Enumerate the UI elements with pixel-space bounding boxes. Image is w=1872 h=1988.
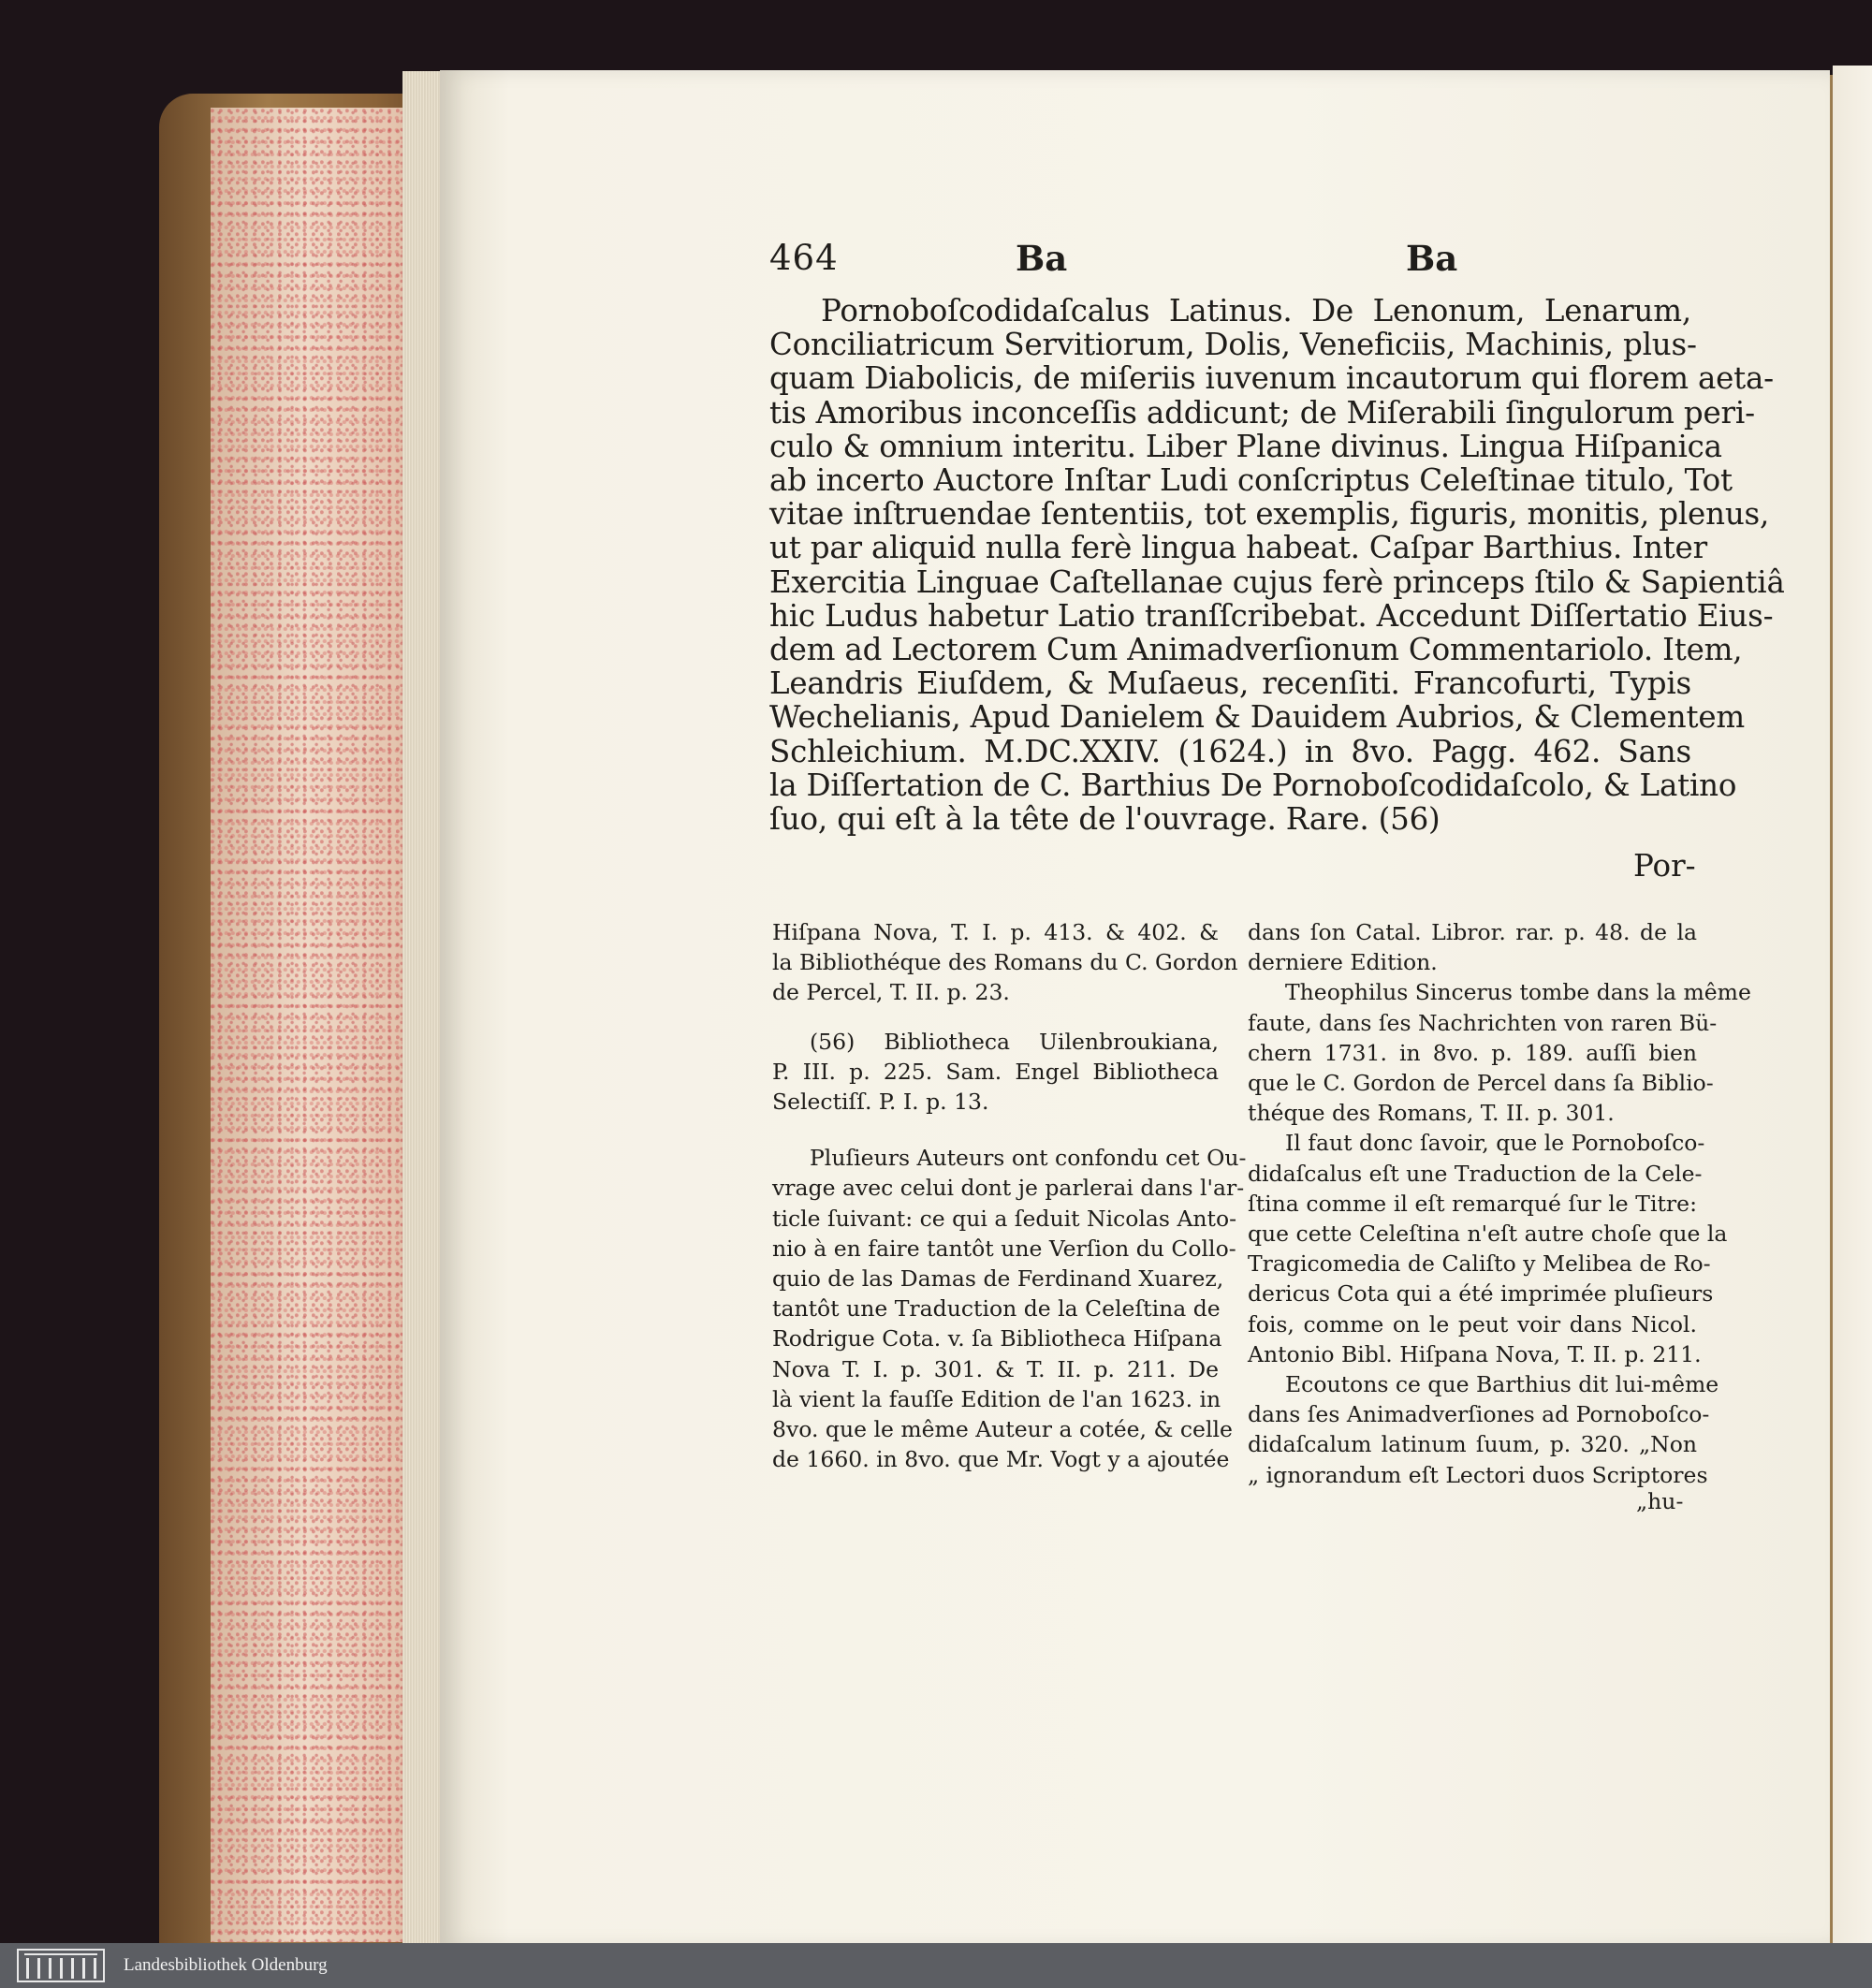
main-line: vitae inſtruendae ſententiis, tot exemplis, figuris, monitis, plenus, bbox=[769, 496, 1770, 533]
main-line: Wechelianis, Apud Danielem & Dauidem Aubrios, & Clementem bbox=[769, 699, 1745, 736]
footnote-line: dans ſon Catal. Libror. rar. p. 48. de la bbox=[1248, 919, 1697, 945]
main-line: dem ad Lectorem Cum Animadverſionum Commentariolo. Item, bbox=[769, 632, 1743, 668]
main-line: Conciliatricum Servitiorum, Dolis, Veneficiis, Machinis, plus- bbox=[769, 327, 1697, 363]
footnote-line: la Bibliothéque des Romans du C. Gordon bbox=[772, 949, 1238, 976]
footnote-line: didaſcalus eſt une Traduction de la Cele- bbox=[1248, 1160, 1703, 1187]
library-building-icon bbox=[17, 1949, 105, 1982]
main-line: culo & omnium interitu. Liber Plane divinus. Lingua Hiſpanica bbox=[769, 428, 1722, 464]
footnote-line: chern 1731. in 8vo. p. 189. auſſi bien bbox=[1248, 1039, 1697, 1066]
footnote-line: de 1660. in 8vo. que Mr. Vogt y a ajoutée bbox=[772, 1446, 1230, 1473]
running-header-left: Ba bbox=[1016, 238, 1068, 279]
footnote-line: Nova T. I. p. 301. & T. II. p. 211. De bbox=[772, 1355, 1219, 1382]
footnote-line: Hiſpana Nova, T. I. p. 413. & 402. & bbox=[772, 919, 1219, 945]
footer-bar bbox=[0, 1943, 1872, 1988]
main-line: ab incerto Auctore Inſtar Ludi conſcriptus Celeſtinae titulo, Tot bbox=[769, 462, 1733, 499]
footnote-line: de Percel, T. II. p. 23. bbox=[772, 979, 1010, 1006]
catchword-main: Por- bbox=[1633, 848, 1696, 884]
footnote-line: là vient la fauſſe Edition de l'an 1623. in bbox=[772, 1385, 1221, 1412]
footnote-line: nio à en faire tantôt une Verſion du Collo- bbox=[772, 1235, 1236, 1262]
main-line: Leandris Eiuſdem, & Muſaeus, recenſiti. Francofurti, Typis bbox=[769, 665, 1691, 702]
footnote-line: Theophilus Sincerus tombe dans la même bbox=[1285, 979, 1751, 1006]
main-line: hic Ludus habetur Latio tranſſcribebat. Accedunt Diſſertatio Eius- bbox=[769, 597, 1774, 634]
footnote-line: Rodrigue Cota. v. ſa Bibliotheca Hiſpana bbox=[772, 1325, 1222, 1352]
footnote-line: vrage avec celui dont je parlerai dans l'ar- bbox=[772, 1175, 1245, 1202]
footnote-line: fois, comme on le peut voir dans Nicol. bbox=[1248, 1310, 1697, 1338]
footnotes-right-column bbox=[1248, 917, 1751, 1490]
main-line: ſuo, qui eſt à la tête de l'ouvrage. Rare. (56) bbox=[769, 801, 1441, 838]
footnote-line: Ecoutons ce que Barthius dit lui-même bbox=[1285, 1371, 1719, 1398]
catchword-footnote: „hu- bbox=[1636, 1488, 1684, 1514]
footnote-line: Selectiſſ. P. I. p. 13. bbox=[772, 1089, 989, 1116]
footnote-line: faute, dans ſes Nachrichten von raren Bü- bbox=[1248, 1009, 1718, 1036]
main-entry bbox=[769, 293, 1785, 838]
footnote-line: „ ignorandum eſt Lectori duos Scriptores bbox=[1248, 1461, 1708, 1488]
footnote-line: derniere Edition. bbox=[1248, 949, 1438, 976]
footnote-line: que le C. Gordon de Percel dans ſa Biblio- bbox=[1248, 1070, 1714, 1097]
footnote-line: quio de las Damas de Ferdinand Xuarez, bbox=[772, 1265, 1224, 1293]
main-line: la Diſſertation de C. Barthius De Pornoboſcodidaſcolo, & Latino bbox=[769, 767, 1737, 803]
footnote-line: théque des Romans, T. II. p. 301. bbox=[1248, 1100, 1615, 1127]
footnote-line: Antonio Bibl. Hiſpana Nova, T. II. p. 211. bbox=[1248, 1340, 1702, 1367]
main-line: Exercitia Linguae Caſtellanae cujus ferè princeps ſtilo & Sapientiâ bbox=[769, 563, 1785, 600]
page-stack bbox=[402, 71, 440, 1943]
footnotes-left-column bbox=[772, 917, 1247, 1474]
footnote-line: didaſcalum latinum ſuum, p. 320. „Non bbox=[1248, 1431, 1697, 1458]
footnote-line: (56) Bibliotheca Uilenbroukiana, bbox=[810, 1028, 1219, 1055]
footnote-line: dans ſes Animadverſiones ad Pornoboſco- bbox=[1248, 1401, 1710, 1428]
main-line: tis Amoribus inconceſſis addicunt; de Miſerabili ſingulorum peri- bbox=[769, 394, 1755, 431]
facing-page-edge bbox=[1833, 66, 1872, 1943]
page-number: 464 bbox=[769, 238, 839, 278]
main-line: ut par aliquid nulla ferè lingua habeat. Caſpar Barthius. Inter bbox=[769, 530, 1707, 566]
footnote-line: dericus Cota qui a été imprimée pluſieurs bbox=[1248, 1280, 1714, 1308]
footnote-line: Tragicomedia de Caliſto y Melibea de Ro- bbox=[1248, 1250, 1711, 1278]
footnote-line: ſtina comme il eſt remarqué ſur le Titre: bbox=[1248, 1190, 1697, 1217]
running-header-right: Ba bbox=[1406, 238, 1458, 279]
footnote-line: tantôt une Traduction de la Celeſtina de bbox=[772, 1295, 1221, 1323]
footnote-line: P. III. p. 225. Sam. Engel Bibliotheca bbox=[772, 1058, 1219, 1085]
main-line: Schleichium. M.DC.XXIV. (1624.) in 8vo. Pagg. 462. Sans bbox=[769, 733, 1691, 769]
main-line: Pornoboſcodidaſcalus Latinus. De Lenonum, Lenarum, bbox=[821, 293, 1691, 329]
footnote-line: ticle ſuivant: ce qui a ſeduit Nicolas Anto- bbox=[772, 1205, 1237, 1232]
footnote-line: Pluſieurs Auteurs ont confondu cet Ou- bbox=[810, 1145, 1247, 1172]
footnote-line: Il faut donc ſavoir, que le Pornoboſco- bbox=[1285, 1130, 1705, 1157]
main-line: quam Diabolicis, de miſeriis iuvenum incautorum qui florem aeta- bbox=[769, 360, 1774, 397]
library-name: Landesbibliothek Oldenburg bbox=[124, 1955, 328, 1975]
footnote-line: 8vo. que le même Auteur a cotée, & celle bbox=[772, 1416, 1233, 1443]
footnote-line: que cette Celeſtina n'eſt autre choſe que la bbox=[1248, 1221, 1728, 1248]
